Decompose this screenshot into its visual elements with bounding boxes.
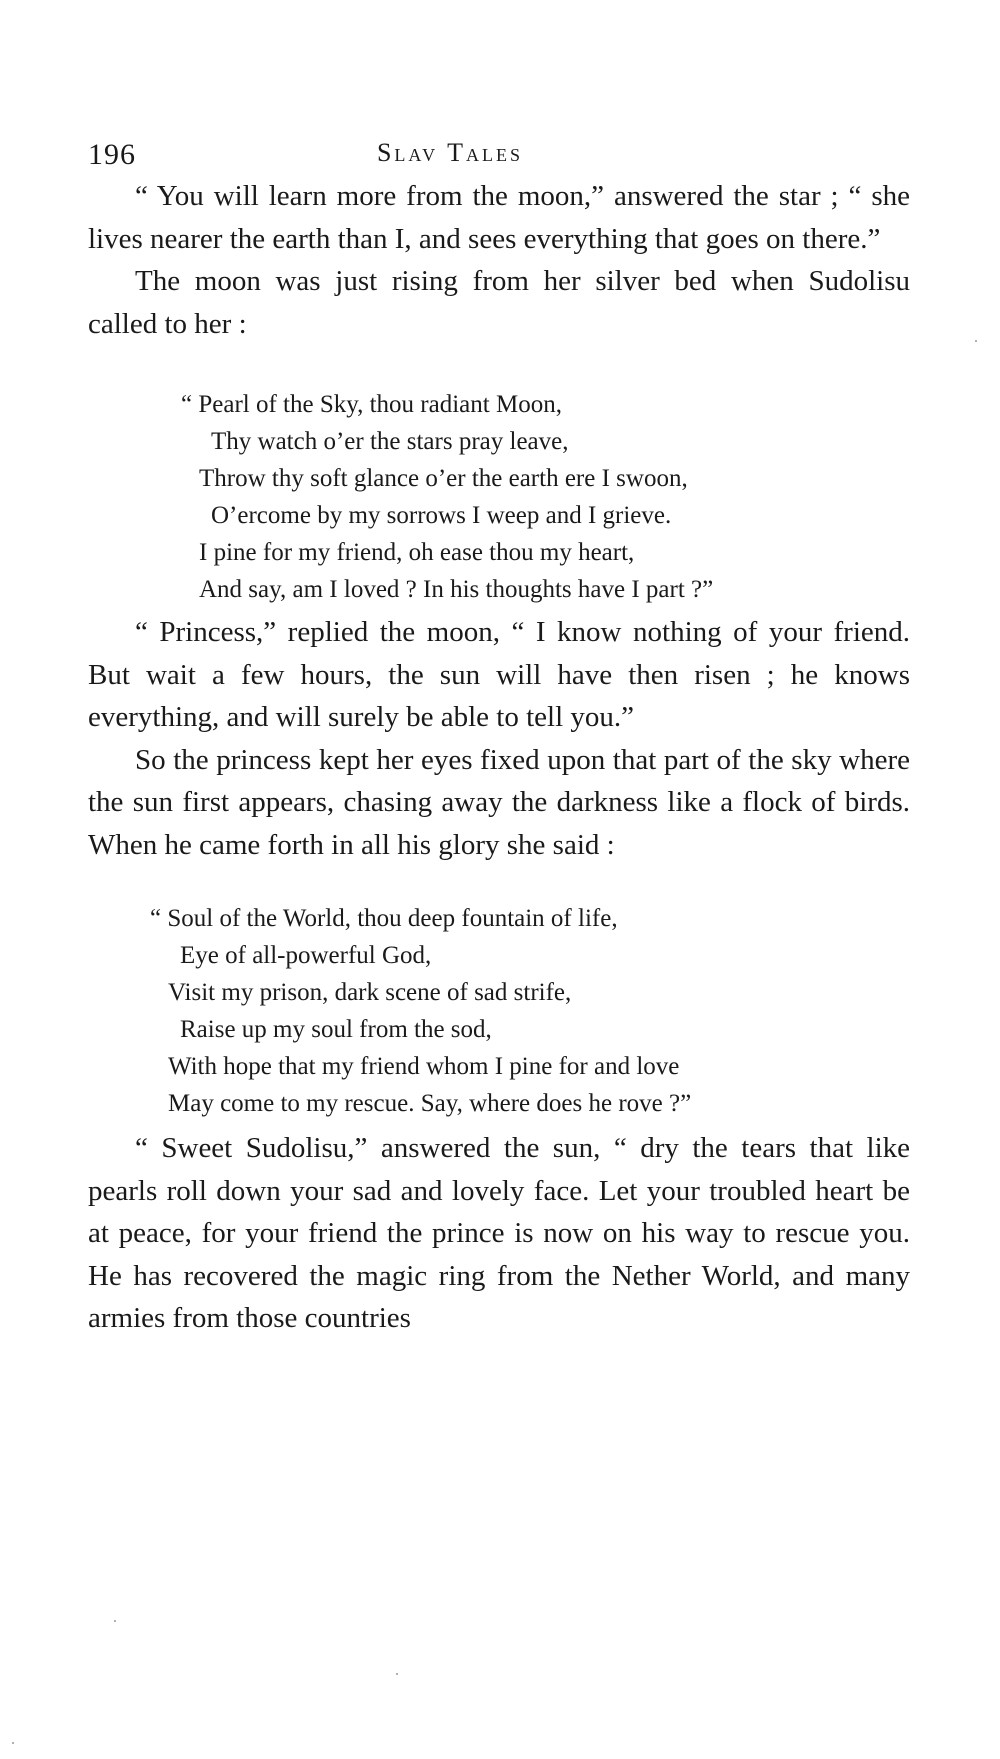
paper-speck <box>975 340 977 342</box>
verse-line: “ Pearl of the Sky, thou radiant Moon, <box>181 391 562 418</box>
paragraph: The moon was just rising from her silver bed when Sudolisu called to her : <box>88 265 910 340</box>
verse-line: Visit my prison, dark scene of sad strife, <box>168 979 572 1006</box>
verse-line: Throw thy soft glance o’er the earth ere I swoon, <box>199 465 688 492</box>
paper-speck <box>396 1673 398 1675</box>
verse-line: “ Soul of the World, thou deep fountain of life, <box>150 905 618 932</box>
verse-line: May come to my rescue. Say, where does he rove ?” <box>168 1090 692 1117</box>
prose-block-3 <box>88 1127 910 1340</box>
running-title: Slav Tales <box>376 138 524 167</box>
paragraph: “ Sweet Sudolisu,” answered the sun, “ dry the tears that like pearls roll down your sad and lovely face. Let your troubled heart be at peace, for your friend the prince is now on his way to rescue you. He has recovered the magic ring from the Nether World, and many armies from those countries <box>88 1132 910 1334</box>
verse-line: Thy watch o’er the stars pray leave, <box>211 428 569 455</box>
paragraph: “ You will learn more from the moon,” answered the star ; “ she lives nearer the earth than I, and sees everything that goes on there.” <box>88 180 910 255</box>
prose-block-2 <box>88 611 910 866</box>
verse-line: Eye of all-powerful God, <box>180 942 432 969</box>
paper-speck <box>114 1620 116 1622</box>
page-number: 196 <box>88 138 136 171</box>
prose-block-1 <box>88 175 910 345</box>
verse-line: I pine for my friend, oh ease thou my heart, <box>199 539 635 566</box>
verse-line: Raise up my soul from the sod, <box>180 1016 492 1043</box>
paragraph: So the princess kept her eyes fixed upon that part of the sky where the sun first appears, chasing away the darkness like a flock of birds. When he came forth in all his glory she said : <box>88 743 910 861</box>
paper-speck <box>12 1742 14 1744</box>
paragraph: “ Princess,” replied the moon, “ I know nothing of your friend. But wait a few hours, the sun will have then risen ; he knows everything, and will surely be able to tell you.” <box>88 616 910 733</box>
verse-moon <box>181 386 713 608</box>
verse-line: And say, am I loved ? In his thoughts have I part ?” <box>199 576 714 603</box>
page-header <box>88 138 908 178</box>
verse-sun <box>150 900 691 1122</box>
verse-line: With hope that my friend whom I pine for and love <box>168 1053 680 1080</box>
verse-line: O’ercome by my sorrows I weep and I grieve. <box>211 502 672 529</box>
